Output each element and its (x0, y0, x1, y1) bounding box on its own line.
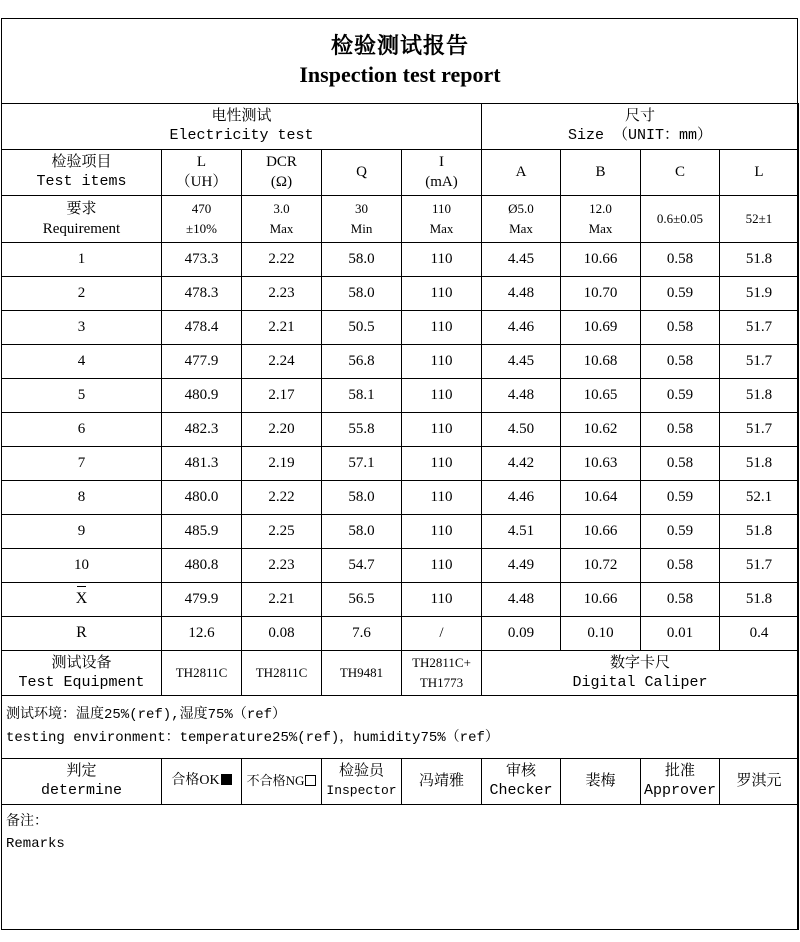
col-b: B (561, 149, 641, 195)
table-cell: 482.3 (162, 412, 242, 446)
col-current (402, 149, 482, 195)
table-row (2, 378, 799, 412)
table-cell: 110 (402, 310, 482, 344)
electricity-test-en: Electricity test (169, 127, 314, 144)
col-q: Q (322, 149, 402, 195)
col-inductance-unit: （UH） (175, 174, 228, 190)
equipment-current-line1: TH2811C+ (412, 654, 471, 670)
table-cell: 110 (402, 344, 482, 378)
equipment-q: TH9481 (322, 650, 402, 695)
range-cell: 0.10 (561, 616, 641, 650)
req-b-limit: Max (588, 220, 613, 236)
table-cell: 110 (402, 548, 482, 582)
table-cell: 4.46 (482, 480, 561, 514)
table-cell: 51.7 (720, 412, 799, 446)
table-cell: 2.25 (242, 514, 322, 548)
equipment-size (482, 650, 799, 695)
table-cell: 10 (2, 548, 162, 582)
col-dcr-unit: (Ω) (270, 174, 293, 190)
table-cell: 480.0 (162, 480, 242, 514)
req-inductance-tolerance: ±10% (186, 220, 217, 236)
table-cell: 55.8 (322, 412, 402, 446)
table-cell: 2.19 (242, 446, 322, 480)
table-cell: 0.58 (641, 412, 720, 446)
table-cell: 110 (402, 276, 482, 310)
table-cell: 481.3 (162, 446, 242, 480)
table-cell: 1 (2, 242, 162, 276)
table-row (2, 446, 799, 480)
environment-cn: 测试环境：温度25%(ref),湿度75%（ref） (6, 706, 287, 723)
checker-label-cn: 审核 (505, 763, 536, 779)
table-cell: 4.48 (482, 276, 561, 310)
req-q (322, 195, 402, 242)
inspector-label-cn: 检验员 (338, 763, 384, 779)
table-cell: 480.9 (162, 378, 242, 412)
table-cell: 52.1 (720, 480, 799, 514)
mean-cell: 4.48 (482, 582, 561, 616)
checker-label-en: Checker (489, 782, 553, 799)
range-cell: 7.6 (322, 616, 402, 650)
mean-symbol: X (75, 590, 88, 607)
range-cell: 0.01 (641, 616, 720, 650)
table-cell: 56.8 (322, 344, 402, 378)
report-title-cn: 检验测试报告 (330, 33, 469, 59)
req-q-value: 30 (355, 200, 368, 216)
requirement-label-cn: 要求 (66, 200, 97, 217)
table-cell: 4.50 (482, 412, 561, 446)
table-cell: 477.9 (162, 344, 242, 378)
ok-label: 合格OK (171, 773, 220, 788)
table-cell: 10.66 (561, 514, 641, 548)
table-cell: 4.45 (482, 242, 561, 276)
equipment-current-line2: TH1773 (419, 674, 464, 690)
determine-label-cn: 判定 (66, 763, 97, 779)
approver-label-en: Approver (643, 782, 716, 799)
mean-cell: 56.5 (322, 582, 402, 616)
electricity-test-header (2, 103, 482, 149)
req-c: 0.6±0.05 (641, 195, 720, 242)
req-length: 52±1 (720, 195, 799, 242)
col-a: A (482, 149, 561, 195)
determine-label (2, 758, 162, 804)
requirement-row (2, 195, 799, 242)
mean-cell: 0.58 (641, 582, 720, 616)
table-cell: 4.45 (482, 344, 561, 378)
range-cell: 0.4 (720, 616, 799, 650)
table-cell: 110 (402, 446, 482, 480)
table-cell: 4.48 (482, 378, 561, 412)
req-dcr-limit: Max (269, 220, 294, 236)
table-cell: 10.62 (561, 412, 641, 446)
table-cell: 51.7 (720, 548, 799, 582)
electricity-test-cn: 电性测试 (211, 108, 272, 124)
col-dcr (242, 149, 322, 195)
report-title-en: Inspection test report (299, 62, 501, 88)
table-cell: 0.59 (641, 480, 720, 514)
range-row (2, 616, 799, 650)
req-dcr (242, 195, 322, 242)
table-cell: 2.21 (242, 310, 322, 344)
range-cell: 0.09 (482, 616, 561, 650)
column-header-row (2, 149, 799, 195)
table-cell: 2.22 (242, 242, 322, 276)
size-header (482, 103, 799, 149)
approver-label (641, 758, 720, 804)
table-row (2, 412, 799, 446)
col-inductance-symbol: L (196, 154, 207, 170)
table-cell: 2.22 (242, 480, 322, 514)
remarks-label-en: Remarks (6, 835, 65, 852)
req-b-value: 12.0 (589, 200, 612, 216)
table-cell: 58.0 (322, 514, 402, 548)
table-cell: 8 (2, 480, 162, 514)
table-cell: 54.7 (322, 548, 402, 582)
req-dcr-value: 3.0 (273, 200, 290, 216)
col-inductance (162, 149, 242, 195)
req-a-value: Ø5.0 (508, 200, 534, 216)
table-cell: 480.8 (162, 548, 242, 582)
size-cn: 尺寸 (624, 108, 655, 124)
table-cell: 2.24 (242, 344, 322, 378)
table-cell: 10.70 (561, 276, 641, 310)
table-cell: 58.0 (322, 480, 402, 514)
table-cell: 473.3 (162, 242, 242, 276)
req-inductance (162, 195, 242, 242)
table-cell: 2.23 (242, 276, 322, 310)
table-row (2, 514, 799, 548)
table-cell: 58.1 (322, 378, 402, 412)
inspector-label-en: Inspector (326, 783, 397, 798)
table-cell: 485.9 (162, 514, 242, 548)
checked-box-icon (221, 774, 232, 785)
equipment-size-cn: 数字卡尺 (609, 654, 670, 671)
table-cell: 57.1 (322, 446, 402, 480)
requirement-label-en: Requirement (42, 220, 121, 237)
table-cell: 51.8 (720, 378, 799, 412)
table-cell: 51.7 (720, 310, 799, 344)
environment-en: testing environment：temperature25%(ref)，humidity75%（ref） (6, 729, 499, 746)
remarks-cell (2, 804, 799, 930)
req-current-limit: Max (429, 220, 454, 236)
approver-name: 罗淇元 (720, 758, 799, 804)
table-cell: 10.72 (561, 548, 641, 582)
req-q-limit: Min (350, 220, 373, 236)
equipment-dcr: TH2811C (242, 650, 322, 695)
table-cell: 0.58 (641, 548, 720, 582)
col-test-items (2, 149, 162, 195)
table-cell: 0.59 (641, 276, 720, 310)
approver-label-cn: 批准 (664, 763, 695, 779)
table-cell: 9 (2, 514, 162, 548)
table-cell: 0.58 (641, 344, 720, 378)
req-current-value: 110 (431, 200, 452, 216)
req-a (482, 195, 561, 242)
mean-cell: 110 (402, 582, 482, 616)
col-current-unit: (mA) (425, 174, 458, 190)
req-inductance-value: 470 (191, 200, 212, 216)
table-cell: 478.3 (162, 276, 242, 310)
table-cell: 110 (402, 514, 482, 548)
size-en: Size （UNIT：mm） (567, 127, 713, 144)
mean-cell: 479.9 (162, 582, 242, 616)
table-cell: 2.20 (242, 412, 322, 446)
col-length: L (720, 149, 799, 195)
ok-checkbox[interactable] (162, 758, 242, 804)
equipment-label (2, 650, 162, 695)
mean-row (2, 582, 799, 616)
range-label: R (2, 616, 162, 650)
table-cell: 2.23 (242, 548, 322, 582)
table-cell: 51.8 (720, 242, 799, 276)
col-dcr-symbol: DCR (266, 154, 297, 170)
equipment-size-en: Digital Caliper (572, 673, 708, 691)
table-cell: 10.64 (561, 480, 641, 514)
req-current (402, 195, 482, 242)
table-cell: 10.66 (561, 242, 641, 276)
equipment-inductance: TH2811C (162, 650, 242, 695)
table-row (2, 480, 799, 514)
table-cell: 6 (2, 412, 162, 446)
col-test-items-cn: 检验项目 (51, 154, 112, 170)
table-cell: 4.49 (482, 548, 561, 582)
table-cell: 478.4 (162, 310, 242, 344)
table-row (2, 276, 799, 310)
req-b (561, 195, 641, 242)
table-cell: 2.17 (242, 378, 322, 412)
equipment-current (402, 650, 482, 695)
table-cell: 4.51 (482, 514, 561, 548)
table-cell: 5 (2, 378, 162, 412)
table-cell: 110 (402, 412, 482, 446)
table-cell: 51.8 (720, 446, 799, 480)
table-cell: 0.58 (641, 242, 720, 276)
table-cell: 110 (402, 480, 482, 514)
col-test-items-en: Test items (36, 173, 127, 190)
table-cell: 0.59 (641, 378, 720, 412)
mean-label (2, 582, 162, 616)
mean-cell: 2.21 (242, 582, 322, 616)
table-row (2, 344, 799, 378)
equipment-row (2, 650, 799, 695)
table-cell: 10.68 (561, 344, 641, 378)
table-cell: 0.59 (641, 514, 720, 548)
req-a-limit: Max (509, 220, 533, 236)
requirement-label (2, 195, 162, 242)
remarks-label-cn: 备注： (6, 813, 48, 830)
table-cell: 7 (2, 446, 162, 480)
determine-label-en: determine (40, 782, 122, 799)
table-row (2, 548, 799, 582)
table-cell: 10.69 (561, 310, 641, 344)
report-title (2, 18, 799, 103)
range-cell: 12.6 (162, 616, 242, 650)
table-cell: 51.7 (720, 344, 799, 378)
table-cell: 58.0 (322, 276, 402, 310)
ng-checkbox[interactable] (242, 758, 322, 804)
table-cell: 4 (2, 344, 162, 378)
ng-label: 不合格NG (246, 773, 305, 788)
mean-cell: 10.66 (561, 582, 641, 616)
remarks-row (2, 804, 799, 930)
table-cell: 10.65 (561, 378, 641, 412)
inspection-report-table (1, 18, 799, 930)
col-current-symbol: I (439, 154, 444, 170)
table-cell: 0.58 (641, 446, 720, 480)
col-c: C (641, 149, 720, 195)
table-cell: 50.5 (322, 310, 402, 344)
inspector-label (322, 758, 402, 804)
determine-row (2, 758, 799, 804)
range-cell: / (402, 616, 482, 650)
table-cell: 4.46 (482, 310, 561, 344)
table-cell: 58.0 (322, 242, 402, 276)
environment-row (2, 695, 799, 758)
table-cell: 2 (2, 276, 162, 310)
table-cell: 110 (402, 378, 482, 412)
table-cell: 3 (2, 310, 162, 344)
unchecked-box-icon (305, 775, 316, 786)
equipment-label-cn: 测试设备 (51, 654, 112, 671)
environment-cell (2, 695, 799, 758)
table-cell: 110 (402, 242, 482, 276)
title-row (2, 18, 799, 103)
table-cell: 4.42 (482, 446, 561, 480)
table-cell: 51.9 (720, 276, 799, 310)
group-header-row (2, 103, 799, 149)
table-cell: 51.8 (720, 514, 799, 548)
table-row (2, 242, 799, 276)
checker-name: 裴梅 (561, 758, 641, 804)
mean-cell: 51.8 (720, 582, 799, 616)
checker-label (482, 758, 561, 804)
table-cell: 10.63 (561, 446, 641, 480)
range-cell: 0.08 (242, 616, 322, 650)
table-cell: 0.58 (641, 310, 720, 344)
equipment-label-en: Test Equipment (18, 673, 145, 691)
table-row (2, 310, 799, 344)
inspector-name: 冯靖雅 (402, 758, 482, 804)
